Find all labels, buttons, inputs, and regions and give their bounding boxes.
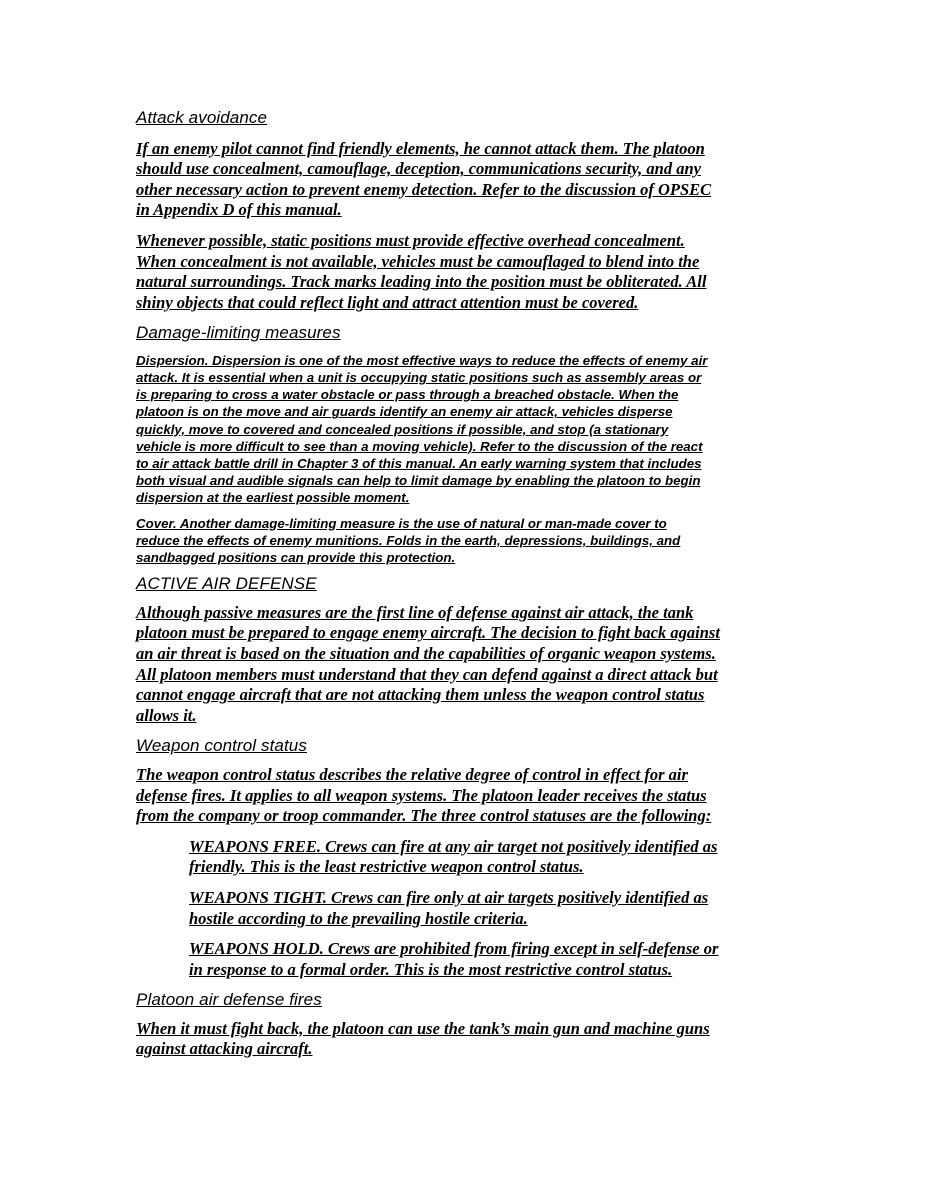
paragraph-dispersion bbox=[136, 352, 796, 507]
text-line: hostile according to the prevailing hostile criteria. bbox=[189, 908, 528, 928]
text-line: both visual and audible signals can help to limit damage by enabling the platoon to begin bbox=[136, 473, 701, 489]
text-line: dispersion at the earliest possible moment. bbox=[136, 490, 410, 506]
text-line: in Appendix D of this manual. bbox=[136, 200, 342, 220]
text-line: is preparing to cross a water obstacle or pass through a breached obstacle. When the bbox=[136, 387, 679, 403]
text-line: sandbagged positions can provide this protection. bbox=[136, 550, 456, 566]
paragraph-cover bbox=[136, 515, 796, 567]
text-line: When it must fight back, the platoon can use the tank’s main gun and machine guns bbox=[136, 1018, 710, 1038]
text-line: reduce the effects of enemy munitions. Folds in the earth, depressions, buildings, and bbox=[136, 532, 681, 548]
heading-weapon-control-status: Weapon control status bbox=[136, 736, 307, 756]
text-line: in response to a formal order. This is the most restrictive control status. bbox=[189, 959, 673, 979]
text-line: Cover. Another damage-limiting measure is the use of natural or man-made cover to bbox=[136, 515, 667, 531]
text-line: shiny objects that could reflect light and attract attention must be covered. bbox=[136, 292, 639, 312]
heading-attack-avoidance: Attack avoidance bbox=[136, 108, 268, 127]
text-line: Although passive measures are the first line of defense against air attack, the tank bbox=[136, 602, 694, 622]
text-line: platoon must be prepared to engage enemy aircraft. The decision to fight back against bbox=[136, 623, 720, 643]
paragraph-attack-avoidance-1 bbox=[136, 139, 796, 221]
text-line: When concealment is not available, vehicles must be camouflaged to blend into the bbox=[136, 251, 700, 271]
text-line: defense fires. It applies to all weapon systems. The platoon leader receives the status bbox=[136, 785, 707, 805]
text-line: natural surroundings. Track marks leading into the position must be obliterated. All bbox=[136, 272, 707, 292]
text-line: WEAPONS TIGHT. Crews can fire only at air targets positively identified as bbox=[189, 887, 709, 907]
text-line: to air attack battle drill in Chapter 3 of this manual. An early warning system that includes bbox=[136, 456, 702, 472]
paragraph-active-air-defense bbox=[136, 603, 796, 727]
paragraph-attack-avoidance-2 bbox=[136, 231, 796, 313]
text-line: WEAPONS FREE. Crews can fire at any air target not positively identified as bbox=[189, 836, 718, 856]
text-line: cannot engage aircraft that are not attacking them unless the weapon control status bbox=[136, 685, 705, 705]
paragraph-weapons-free bbox=[189, 837, 796, 878]
heading-platoon-air-defense-fires: Platoon air defense fires bbox=[136, 990, 322, 1010]
text-line: other necessary action to prevent enemy detection. Refer to the discussion of OPSEC bbox=[136, 179, 712, 199]
text-line: Dispersion. Dispersion is one of the most effective ways to reduce the effects of enemy air bbox=[136, 352, 708, 368]
text-line: should use concealment, camouflage, deception, communications security, and any bbox=[136, 159, 701, 179]
text-line: All platoon members must understand that they can defend against a direct attack but bbox=[136, 664, 718, 684]
text-line: friendly. This is the least restrictive weapon control status. bbox=[189, 857, 584, 877]
text-line: attack. It is essential when a unit is occupying static positions such as assembly areas or bbox=[136, 370, 702, 386]
paragraph-weapons-tight bbox=[189, 888, 796, 929]
text-line: vehicle is more difficult to see than a moving vehicle). Refer to the discussion of the react bbox=[136, 438, 703, 454]
text-line: platoon is on the move and air guards identify an enemy air attack, vehicles disperse bbox=[136, 404, 673, 420]
text-line: allows it. bbox=[136, 705, 197, 725]
paragraph-weapons-hold bbox=[189, 939, 796, 980]
heading-damage-limiting: Damage-limiting measures bbox=[136, 323, 341, 343]
text-line: against attacking aircraft. bbox=[136, 1039, 313, 1059]
heading-active-air-defense: ACTIVE AIR DEFENSE bbox=[136, 574, 317, 594]
text-line: The weapon control status describes the relative degree of control in effect for air bbox=[136, 764, 688, 784]
text-line: Whenever possible, static positions must provide effective overhead concealment. bbox=[136, 230, 685, 250]
text-line: WEAPONS HOLD. Crews are prohibited from firing except in self-defense or bbox=[189, 939, 719, 959]
text-line: quickly, move to covered and concealed positions if possible, and stop (a stationary bbox=[136, 421, 669, 437]
paragraph-weapon-control-status bbox=[136, 765, 796, 827]
text-line: If an enemy pilot cannot find friendly elements, he cannot attack them. The platoon bbox=[136, 138, 705, 158]
document-page bbox=[136, 108, 796, 1070]
text-line: an air threat is based on the situation and the capabilities of organic weapon systems. bbox=[136, 644, 716, 664]
text-line: from the company or troop commander. The three control statuses are the following: bbox=[136, 806, 712, 826]
paragraph-platoon-air-defense-fires bbox=[136, 1019, 796, 1060]
